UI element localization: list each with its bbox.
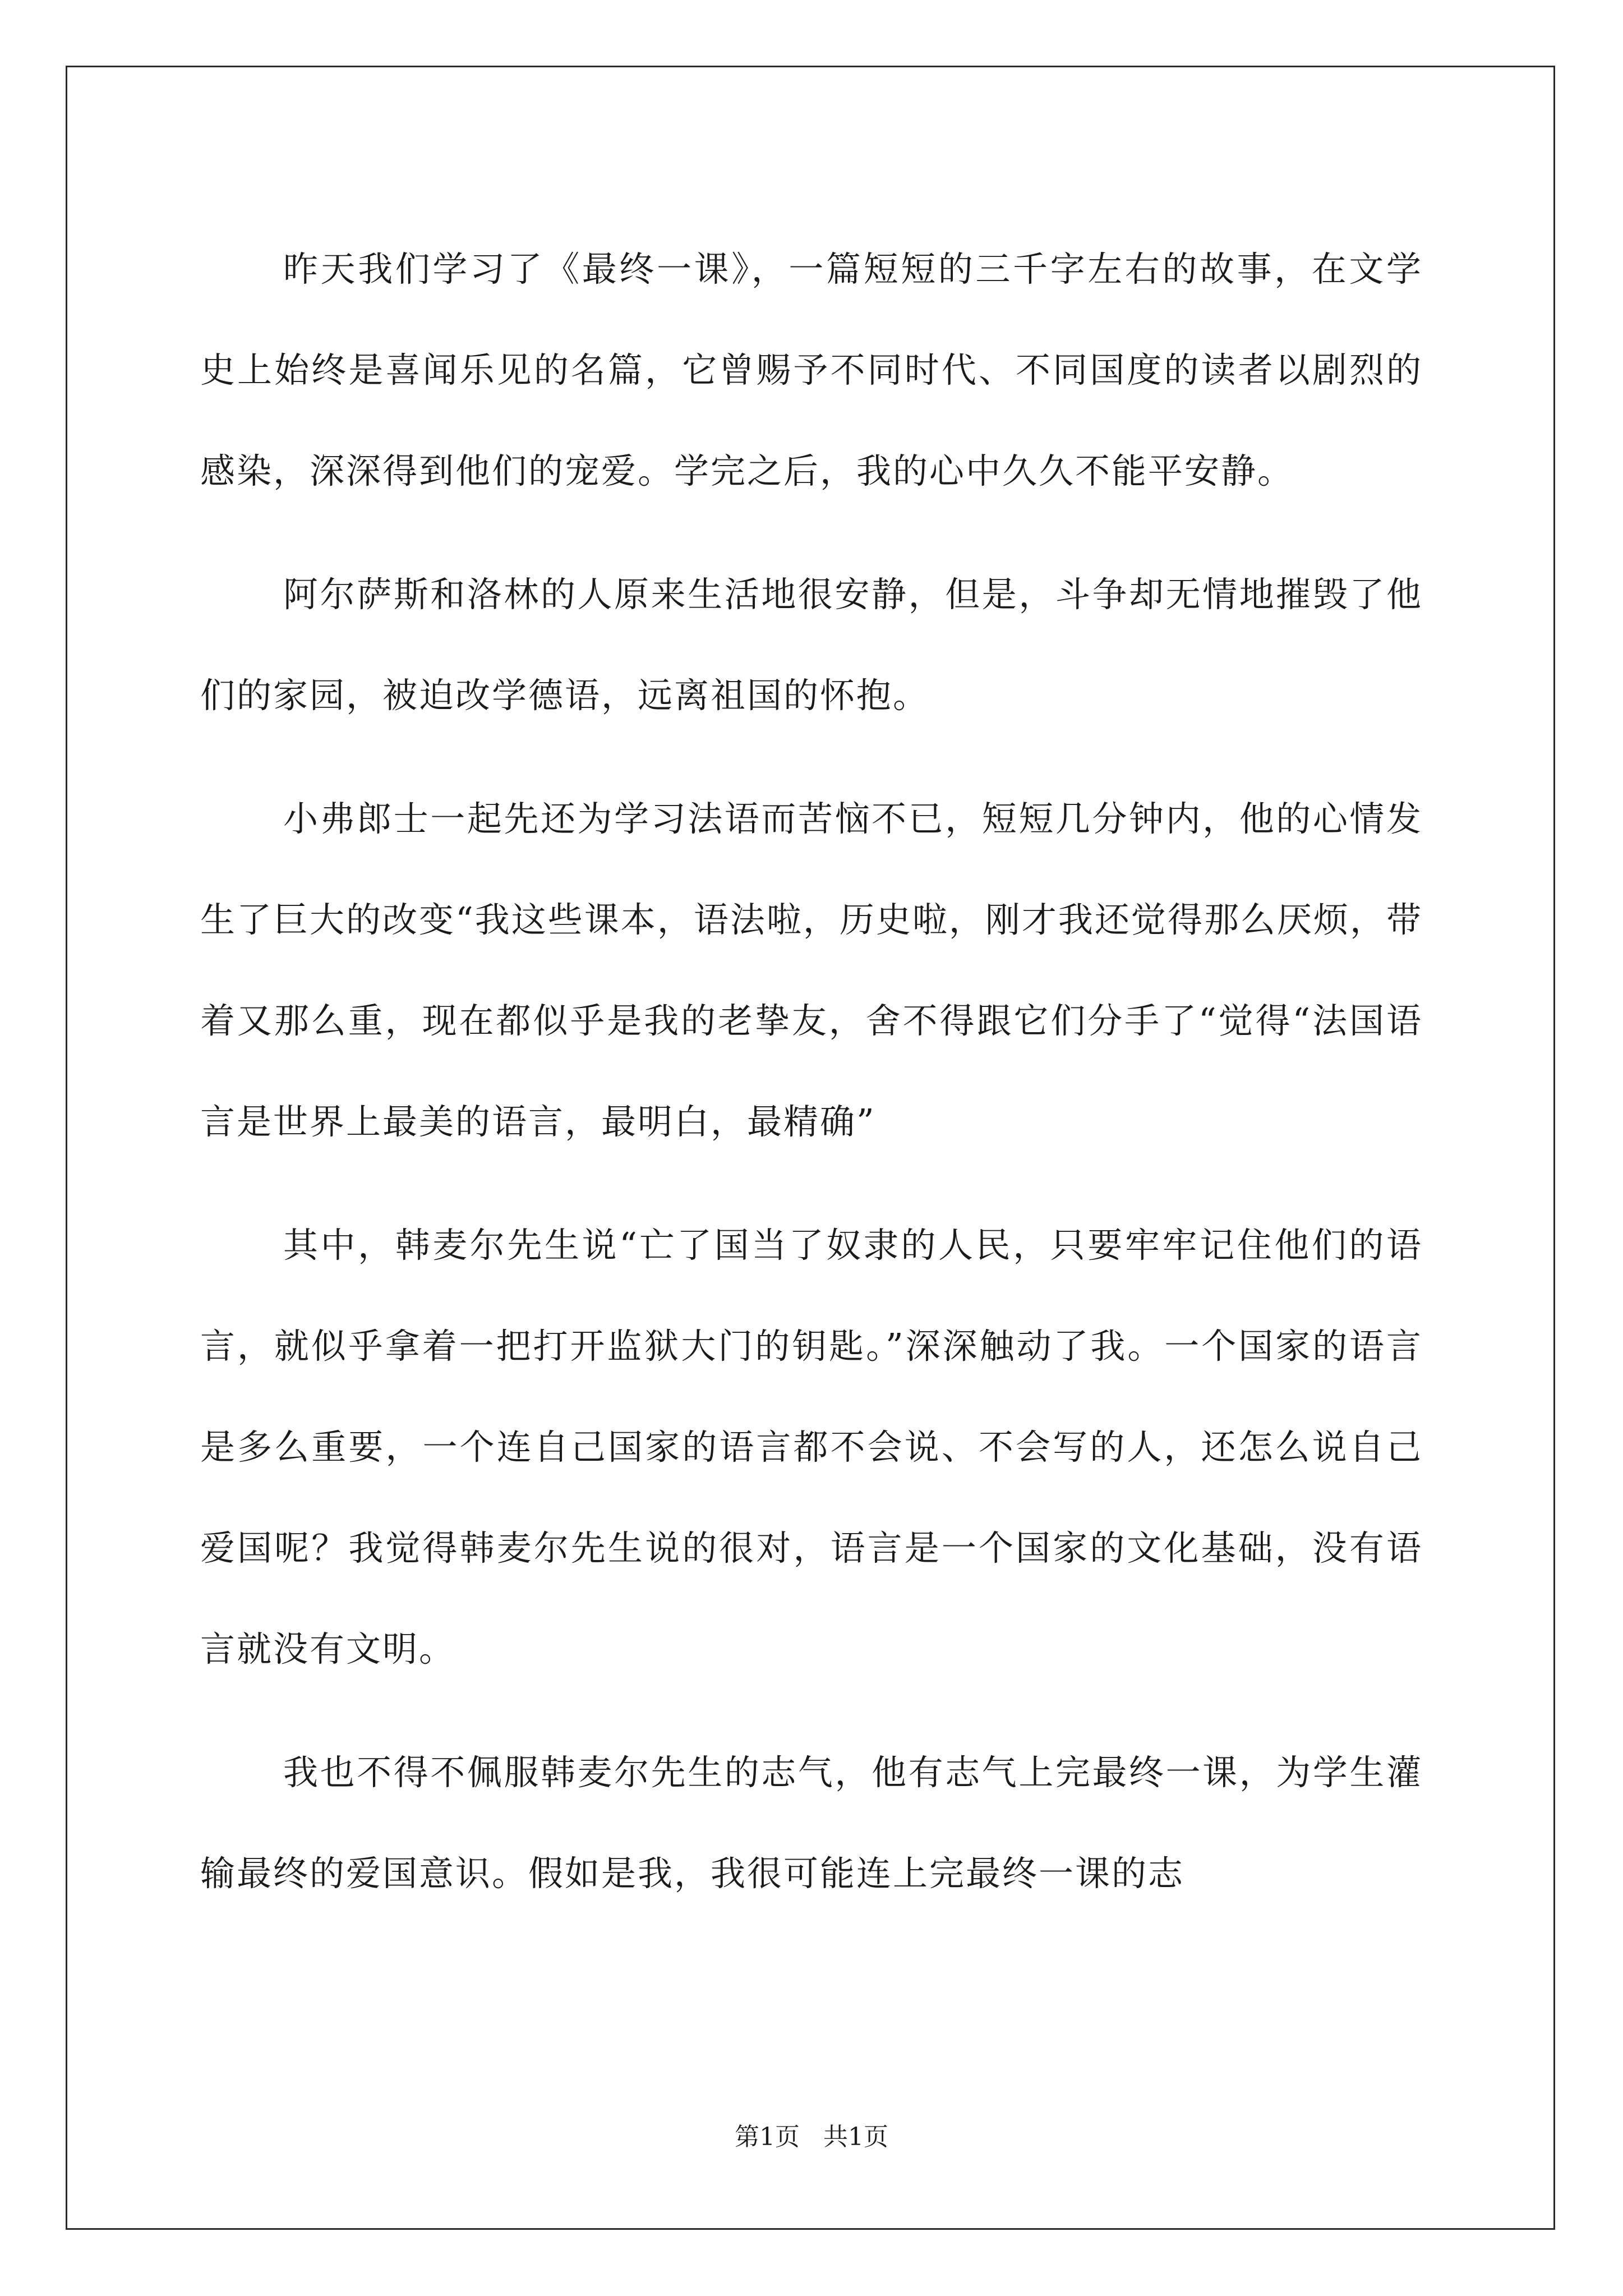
paragraph-5: 我也不得不佩服韩麦尔先生的志气，他有志气上完最终一课，为学生灌输最终的爱国意识。假如是我，我很可能连上完最终一课的志	[200, 1752, 1423, 1894]
page-footer	[0, 2120, 1623, 2154]
paragraph-3: 小弗郎士一起先还为学习法语而苦恼不已，短短几分钟内，他的心情发生了巨大的改变“我这些课本，语法啦，历史啦，刚才我还觉得那么厌烦，带着又那么重，现在都似乎是我的老挚友，舍不得跟它们分手了“觉得“法国语言是世界上最美的语言，最明白，最精确”	[200, 798, 1423, 1142]
paragraph-4: 其中，韩麦尔先生说“亡了国当了奴隶的人民，只要牢牢记住他们的语言，就似乎拿着一把打开监狱大门的钥匙。”深深触动了我。一个国家的语言是多么重要，一个连自己国家的语言都不会说、不会写的人，还怎么说自己爱国呢？我觉得韩麦尔先生说的很对，语言是一个国家的文化基础，没有语言就没有文明。	[200, 1225, 1423, 1669]
paragraph-2: 阿尔萨斯和洛林的人原来生活地很安静，但是，斗争却无情地摧毁了他们的家园，被迫改学德语，远离祖国的怀抱。	[200, 574, 1423, 716]
page-total: 共1页	[823, 2123, 888, 2151]
paragraph-1: 昨天我们学习了《最终一课》，一篇短短的三千字左右的故事，在文学史上始终是喜闻乐见的名篇，它曾赐予不同时代、不同国度的读者以剧烈的感染，深深得到他们的宠爱。学完之后，我的心中久久不能平安静。	[200, 249, 1423, 491]
page-number: 第1页	[735, 2123, 800, 2151]
document-body	[200, 219, 1423, 1947]
